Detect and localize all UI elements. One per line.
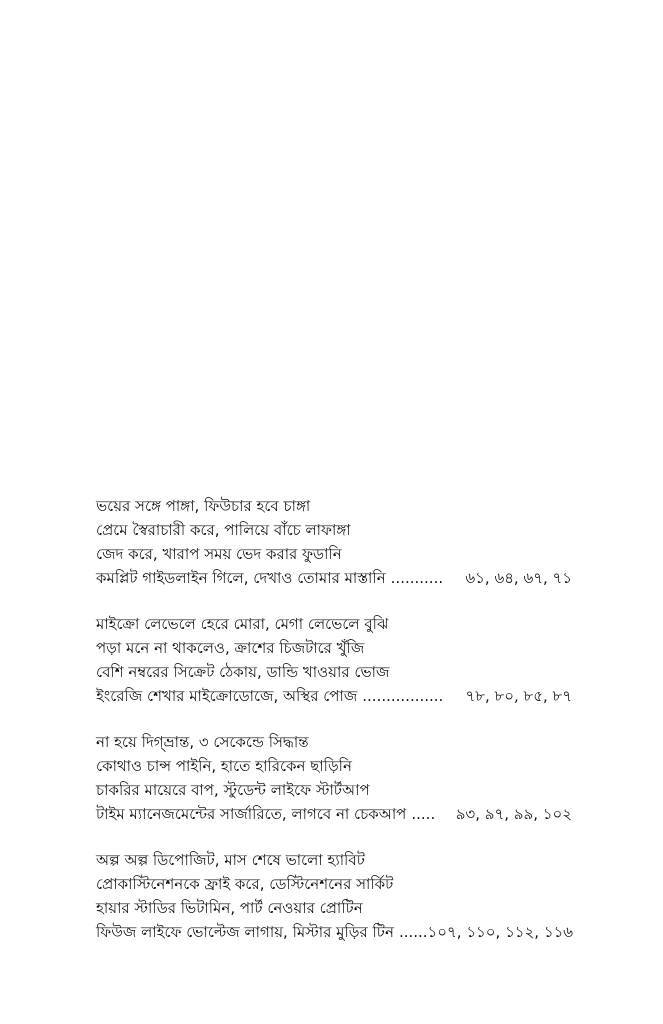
- page-numbers: ৯৩, ৯৭, ৯৯, ১০২: [455, 805, 572, 823]
- page-numbers: ৬১, ৬৪, ৬৭, ৭১: [465, 569, 572, 587]
- verse-line: চাকরির মায়েরে বাপ, স্টুডেন্ট লাইফে স্টার্টআপ: [96, 781, 370, 799]
- verse-line: মাইক্রো লেভেলে হেরে মোরা, মেগা লেভেলে বুঝি: [96, 615, 389, 633]
- toc-entry: [96, 494, 572, 590]
- dot-leader: .................: [362, 687, 444, 705]
- verse-line: হায়ার স্টাডির ভিটামিন, পার্ট নেওয়ার প্রোটিন: [96, 899, 363, 917]
- verse-line: ফিউজ লাইফে ভোল্টেজ লাগায়, মিস্টার মুড়ির টিন: [96, 923, 394, 941]
- toc-entry: [96, 730, 572, 826]
- page-numbers: ১০৭, ১১০, ১১২, ১১৬: [427, 923, 574, 941]
- dot-leader: ...........: [390, 569, 444, 587]
- verse-line: টাইম ম্যানেজমেন্টের সার্জারিতে, লাগবে না চেকআপ: [96, 805, 407, 823]
- verse-line: কমপ্লিট গাইডলাইন গিলে, দেখাও তোমার মাস্তানি: [96, 569, 386, 587]
- verse-line: ভয়ের সঙ্গে পাঙ্গা, ফিউচার হবে চাঙ্গা: [96, 497, 311, 515]
- verse-line-with-pages: [96, 802, 572, 826]
- verse-line-with-pages: [96, 684, 572, 708]
- verse-line: ইংরেজি শেখার মাইক্রোডোজে, অস্থির পোজ: [96, 687, 358, 705]
- verse-line-with-pages: [96, 566, 572, 590]
- verse-line: বেশি নম্বরের সিক্রেট ঠেকায়, ডান্ডি খাওয়ার ভোজ: [96, 663, 390, 681]
- verse-line: অল্প অল্প ডিপোজিট, মাস শেষে ভালো হ্যাবিট: [96, 851, 365, 869]
- dot-leader: ......: [398, 923, 428, 941]
- verse-line: প্রেমে স্বৈরাচারী করে, পালিয়ে বাঁচে লাফাঙ্গা: [96, 521, 351, 539]
- toc-entry: [96, 848, 572, 944]
- page-numbers: ৭৮, ৮০, ৮৫, ৮৭: [465, 687, 572, 705]
- table-of-contents: [96, 494, 572, 944]
- verse-line: প্রোকাস্টিনেশনকে ফ্রাই করে, ডেস্টিনেশনের সার্কিট: [96, 875, 394, 893]
- verse-line: পড়া মনে না থাকলেও, ক্রাশের চিজটারে খুঁজি: [96, 639, 365, 657]
- dot-leader: .....: [411, 805, 436, 823]
- verse-line: না হয়ে দিগ্‌ভ্রান্ত, ৩ সেকেন্ডে সিদ্ধান্ত: [96, 733, 309, 751]
- verse-line: জেদ করে, খারাপ সময় ভেদ করার ফুডানি: [96, 545, 342, 563]
- verse-line: কোথাও চান্স পাইনি, হাতে হারিকেন ছাড়িনি: [96, 757, 352, 775]
- toc-entry: [96, 612, 572, 708]
- verse-line-with-pages: [96, 920, 572, 944]
